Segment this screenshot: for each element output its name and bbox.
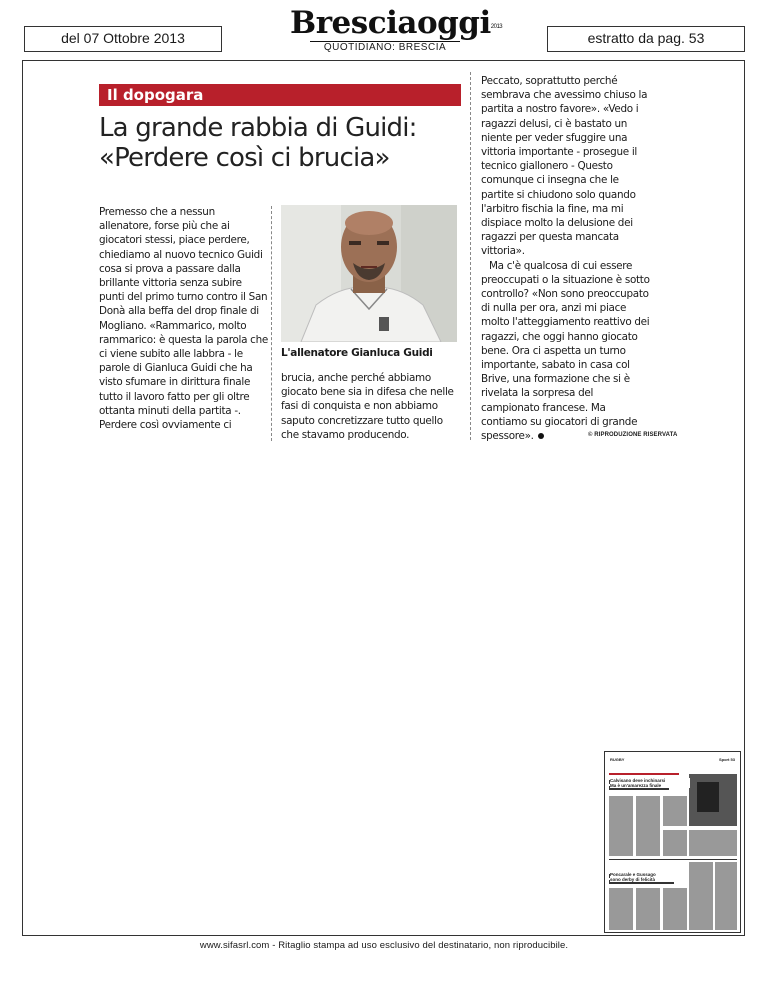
newspaper-subtitle: QUOTIDIANO: BRESCIA [323, 42, 447, 53]
column-divider [271, 206, 272, 441]
thumbnail-headline-2-line-1: Poncarale e Gussago [610, 872, 656, 877]
page-footer: www.sifasrl.com - Ritaglio stampa ad uso esclusivo del destinatario, non riproducibile. [199, 940, 569, 951]
thumbnail-headline-1-line-1: Calvisano deve inchinarsi [610, 778, 666, 783]
thumbnail-headline-1 [610, 778, 690, 788]
thumbnail-headline-2 [610, 872, 680, 882]
copyright-notice: © RIPRODUZIONE RISERVATA [588, 432, 678, 438]
page-thumbnail [604, 751, 741, 933]
column-3-paragraph-1: Peccato, soprattutto perché sembrava che avessimo chiuso la partita a nostro favore». «Vedo i ragazzi delusi, ci è bastato un niente per veder sfuggire una vittoria importante - prosegue il tecnico giallonero - Questo comunque ci insegna che le partite si chiudono solo quando l'arbitro fischia la fine, ma mi dispiace molto la delusione dei ragazzi per questa mancata vittoria». [481, 75, 648, 258]
newspaper-logo: Bresciaoggi$^{2013}$ [290, 5, 503, 41]
article-kicker: Il dopogara [99, 84, 461, 106]
column-2-text: brucia, anche perché abbiamo giocato bene sia in difesa che nelle fasi di conquista e non abbiamo saputo concretizzare tutto quello che stavamo producendo. [281, 372, 454, 441]
article-column-2 [281, 371, 456, 442]
article-column-3 [481, 74, 653, 443]
photo-caption: L'allenatore Gianluca Guidi [281, 347, 433, 359]
logo-small-text: 2013 [490, 24, 503, 30]
column-1-text: Premesso che a nessun allenatore, forse più che ai giocatori stessi, piace perdere, chiediamo al nuovo tecnico Guidi cosa si prova a passare dalla brillante vittoria senza subire punti del primo turno contro il San Donà alla beffa del drop finale di Mogliano. «Rammarico, molto rammarico: è questa la parola che ci viene subito alle labbra - le parole di Gianluca Guidi che ha visto sfumare in dirittura finale tutto il lavoro fatto per gli oltre ottanta minuti della partita -. Perdere così ovviamente ci [99, 206, 268, 432]
thumbnail-headline-1-line-2: Ma è un'amarezza finale [610, 783, 662, 788]
headline-line-1: La grande rabbia di Guidi: [99, 113, 417, 143]
headline-line-2: «Perdere così ci brucia» [99, 143, 390, 173]
date-label: del 07 Ottobre 2013 [61, 30, 185, 46]
thumbnail-headline-2-line-2: sono derby di felicità [610, 877, 656, 882]
column-3-paragraph-2: Ma c'è qualcosa di cui essere preoccupati o la situazione è sotto controllo? «Non sono preoccupato di nulla per ora, anzi mi piace molto l'atteggiamento reattivo dei ragazzi, che oggi hanno giocato bene. Ora ci aspetta un turno importante, sabato in casa col Brive, una formazione che si è rivelata la sorpresa del campionato francese. Ma contiamo su giocatori di grande spessore». [481, 259, 650, 443]
thumbnail-page-label: Sport 53 [718, 757, 735, 762]
coach-photo-illustration [281, 205, 457, 342]
coach-photo [281, 205, 457, 342]
column-divider [470, 72, 471, 440]
date-box [24, 26, 222, 52]
article-end-mark-icon [538, 433, 544, 439]
page-extract-label: estratto da pag. 53 [587, 30, 705, 46]
thumbnail-section: RUGBY [610, 757, 625, 762]
page-extract-box [547, 26, 745, 52]
article-column-1 [99, 205, 269, 432]
masthead [290, 5, 503, 60]
article-headline [99, 113, 469, 173]
